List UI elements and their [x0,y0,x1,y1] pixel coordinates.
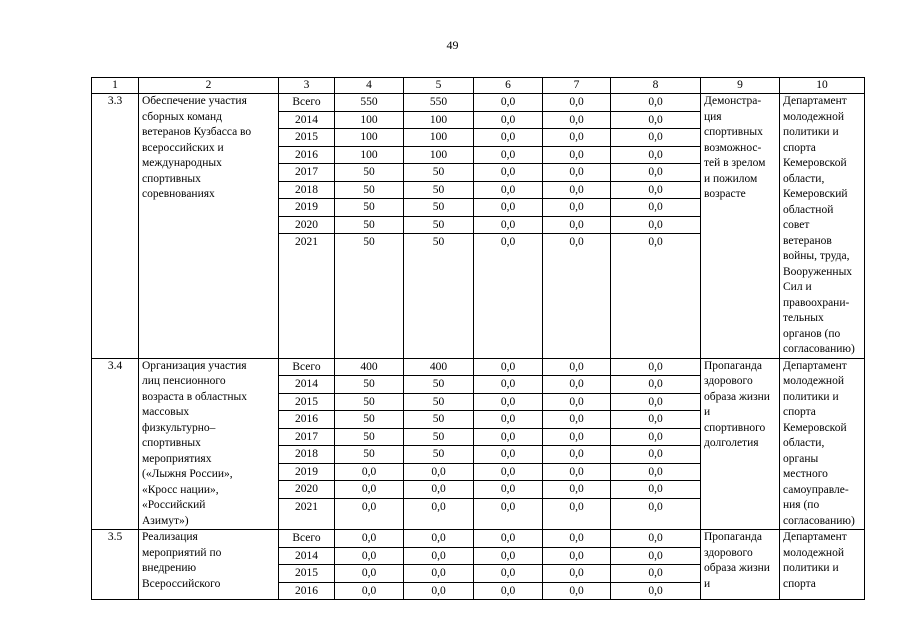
responsible-department: Департамент молодежной политики и спорта [780,530,865,600]
federal-budget-cell-value: 0,0 [474,376,542,394]
year-cell [279,358,335,530]
expected-result: Демонстра- ция спортивных возможнос- тей в зрелом и пожилом возрасте [701,94,780,359]
federal-budget-cell-value: 0,0 [474,112,542,130]
federal-budget-cell-value: 0,0 [500,500,516,513]
activity-name: Реализация мероприятий по внедрению Всероссийского [139,530,279,600]
table-header-row [92,78,865,94]
total-funding-cell [335,358,404,530]
year-cell-value: 2016 [295,584,318,597]
table-row [92,358,865,530]
regional-budget-cell-value: 50 [404,411,473,429]
federal-budget-cell [474,94,543,359]
header-cell: 1 [92,78,139,94]
federal-budget-cell-value: 0,0 [474,446,542,464]
federal-budget-cell-value: 0,0 [474,394,542,412]
year-cell-value: 2017 [279,164,334,182]
federal-budget-cell-value: 0,0 [474,481,542,499]
total-funding-cell-value: 0,0 [361,500,377,513]
table-body [92,94,865,600]
regional-budget-cell-value: 0,0 [404,464,473,482]
activity-name: Обеспечение участия сборных команд ветеранов Кузбасса во всероссийских и международных спортивных соревнованиях [139,94,279,359]
federal-budget-cell-value: 0,0 [500,584,516,597]
other-sources-cell-value: 0,0 [611,376,700,394]
expected-result: Пропаганда здорового образа жизни и [701,530,780,600]
other-sources-cell-value: 0,0 [611,394,700,412]
total-funding-cell-value: 0,0 [335,481,403,499]
local-budget-cell-value: 0,0 [569,500,584,513]
total-funding-cell-value: 0,0 [335,548,403,566]
total-funding-cell-value: 50 [335,446,403,464]
local-budget-cell-value: 0,0 [543,565,610,583]
local-budget-cell-value: 0,0 [543,182,610,200]
row-number: 3.4 [92,358,139,530]
local-budget-cell-value: 0,0 [543,199,610,217]
federal-budget-cell-value: 0,0 [474,530,542,548]
regional-budget-cell-value: 0,0 [404,530,473,548]
regional-budget-cell [404,358,474,530]
total-funding-cell-value: 50 [335,411,403,429]
regional-budget-cell-value: 50 [404,429,473,447]
other-sources-cell-value: 0,0 [611,446,700,464]
regional-budget-cell [404,530,474,600]
local-budget-cell-value: 0,0 [543,164,610,182]
year-cell-value: 2015 [279,129,334,147]
federal-budget-cell [474,530,543,600]
year-cell-value: 2019 [279,199,334,217]
total-funding-cell-value: 100 [335,112,403,130]
regional-budget-cell [404,94,474,359]
other-sources-cell-value: 0,0 [611,481,700,499]
regional-budget-cell-value: 50 [404,394,473,412]
total-funding-cell-value: 0,0 [335,530,403,548]
regional-budget-cell-value: 50 [404,199,473,217]
responsible-department: Департамент молодежной политики и спорта Кемеровской области, органы местного самоуправле- ния (по согласованию) [780,358,865,530]
row-number: 3.5 [92,530,139,600]
other-sources-cell-value: 0,0 [611,548,700,566]
header-cell: 7 [543,78,611,94]
other-sources-cell-value: 0,0 [611,147,700,165]
year-cell-value: 2020 [279,217,334,235]
total-funding-cell-value: 100 [335,129,403,147]
year-cell-value: 2015 [279,565,334,583]
regional-budget-cell-value: 50 [404,446,473,464]
table-row [92,530,865,600]
local-budget-cell-value: 0,0 [543,446,610,464]
federal-budget-cell-value: 0,0 [474,548,542,566]
regional-budget-cell-value: 50 [404,376,473,394]
local-budget-cell-value: 0,0 [569,584,584,597]
local-budget-cell-value: 0,0 [543,359,610,377]
federal-budget-cell-value: 0,0 [474,147,542,165]
header-cell: 5 [404,78,474,94]
local-budget-cell-value: 0,0 [543,481,610,499]
other-sources-cell-value: 0,0 [648,236,663,248]
other-sources-cell [611,530,701,600]
federal-budget-cell-value: 0,0 [500,236,516,248]
year-cell [279,94,335,359]
regional-budget-cell-value: 50 [404,164,473,182]
regional-budget-cell-value: 400 [404,359,473,377]
regional-budget-cell-value: 100 [404,129,473,147]
total-funding-cell-value: 50 [335,182,403,200]
regional-budget-cell-value: 550 [404,94,473,112]
year-cell-value: 2020 [279,481,334,499]
header-cell: 2 [139,78,279,94]
year-cell-value: 2018 [279,182,334,200]
other-sources-cell-value: 0,0 [611,164,700,182]
regional-budget-cell-value: 50 [404,182,473,200]
total-funding-cell-value: 0,0 [335,464,403,482]
regional-budget-cell-value: 0,0 [431,500,446,513]
local-budget-cell-value: 0,0 [543,429,610,447]
expected-result: Пропаганда здорового образа жизни и спортивного долголетия [701,358,780,530]
federal-budget-cell [474,358,543,530]
year-cell-value: 2019 [279,464,334,482]
regional-budget-cell-value: 100 [404,112,473,130]
other-sources-cell-value: 0,0 [611,464,700,482]
total-funding-cell-value: 50 [335,164,403,182]
other-sources-cell [611,358,701,530]
other-sources-cell-value: 0,0 [611,94,700,112]
other-sources-cell-value: 0,0 [611,112,700,130]
header-cell: 6 [474,78,543,94]
header-cell: 4 [335,78,404,94]
header-cell: 10 [780,78,865,94]
year-cell-value: 2015 [279,394,334,412]
total-funding-cell [335,530,404,600]
total-funding-cell-value: 50 [335,217,403,235]
federal-budget-cell-value: 0,0 [474,164,542,182]
regional-budget-cell-value: 0,0 [431,584,446,597]
other-sources-cell-value: 0,0 [611,182,700,200]
other-sources-cell-value: 0,0 [611,217,700,235]
total-funding-cell-value: 50 [335,376,403,394]
regional-budget-cell-value: 100 [404,147,473,165]
local-budget-cell [543,358,611,530]
year-cell-value: 2017 [279,429,334,447]
year-cell-value: 2021 [295,236,318,248]
other-sources-cell-value: 0,0 [611,565,700,583]
other-sources-cell-value: 0,0 [648,584,663,597]
local-budget-cell-value: 0,0 [543,217,610,235]
total-funding-cell-value: 100 [335,147,403,165]
other-sources-cell-value: 0,0 [611,199,700,217]
year-cell-value: Всего [279,94,334,112]
total-funding-cell [335,94,404,359]
regional-budget-cell-value: 50 [404,217,473,235]
local-budget-cell-value: 0,0 [543,411,610,429]
total-funding-cell-value: 50 [335,429,403,447]
local-budget-cell [543,94,611,359]
header-cell: 3 [279,78,335,94]
year-cell-value: Всего [279,530,334,548]
year-cell-value: Всего [279,359,334,377]
local-budget-cell-value: 0,0 [543,548,610,566]
federal-budget-cell-value: 0,0 [474,94,542,112]
local-budget-cell-value: 0,0 [543,94,610,112]
header-cell: 9 [701,78,780,94]
total-funding-cell-value: 0,0 [335,565,403,583]
federal-budget-cell-value: 0,0 [474,199,542,217]
local-budget-cell-value: 0,0 [543,530,610,548]
total-funding-cell-value: 50 [363,236,375,248]
regional-budget-cell-value: 0,0 [404,548,473,566]
year-cell [279,530,335,600]
federal-budget-cell-value: 0,0 [474,429,542,447]
year-cell-value: 2016 [279,411,334,429]
regional-budget-cell-value: 0,0 [404,565,473,583]
local-budget-cell-value: 0,0 [543,112,610,130]
federal-budget-cell-value: 0,0 [474,565,542,583]
year-cell-value: 2014 [279,548,334,566]
responsible-department: Департамент молодежной политики и спорта Кемеровской области, Кемеровский областной совет ветеранов войны, труда, Вооруженных Сил и правоохрани- тельных органов (по согласованию) [780,94,865,359]
year-cell-value: 2016 [279,147,334,165]
table-row [92,94,865,359]
year-cell-value: 2018 [279,446,334,464]
other-sources-cell-value: 0,0 [648,500,663,513]
total-funding-cell-value: 50 [335,394,403,412]
activity-name: Организация участия лиц пенсионного возраста в областных массовых физкультурно– спортивных мероприятиях («Лыжня России», «Кросс нации», «Российский Азимут») [139,358,279,530]
other-sources-cell-value: 0,0 [611,359,700,377]
total-funding-cell-value: 0,0 [361,584,377,597]
regional-budget-cell-value: 50 [432,236,445,248]
local-budget-cell [543,530,611,600]
federal-budget-cell-value: 0,0 [474,217,542,235]
local-budget-cell-value: 0,0 [543,394,610,412]
regional-budget-cell-value: 0,0 [404,481,473,499]
local-budget-cell-value: 0,0 [543,464,610,482]
federal-budget-cell-value: 0,0 [474,129,542,147]
local-budget-cell-value: 0,0 [569,236,584,248]
program-table [91,77,865,600]
federal-budget-cell-value: 0,0 [474,359,542,377]
other-sources-cell [611,94,701,359]
total-funding-cell-value: 550 [335,94,403,112]
local-budget-cell-value: 0,0 [543,129,610,147]
federal-budget-cell-value: 0,0 [474,464,542,482]
total-funding-cell-value: 50 [335,199,403,217]
year-cell-value: 2021 [295,500,318,513]
header-cell: 8 [611,78,701,94]
year-cell-value: 2014 [279,112,334,130]
federal-budget-cell-value: 0,0 [474,411,542,429]
federal-budget-cell-value: 0,0 [474,182,542,200]
other-sources-cell-value: 0,0 [611,530,700,548]
year-cell-value: 2014 [279,376,334,394]
row-number: 3.3 [92,94,139,359]
other-sources-cell-value: 0,0 [611,411,700,429]
page-number: 49 [446,38,459,52]
other-sources-cell-value: 0,0 [611,129,700,147]
other-sources-cell-value: 0,0 [611,429,700,447]
local-budget-cell-value: 0,0 [543,376,610,394]
local-budget-cell-value: 0,0 [543,147,610,165]
total-funding-cell-value: 400 [335,359,403,377]
